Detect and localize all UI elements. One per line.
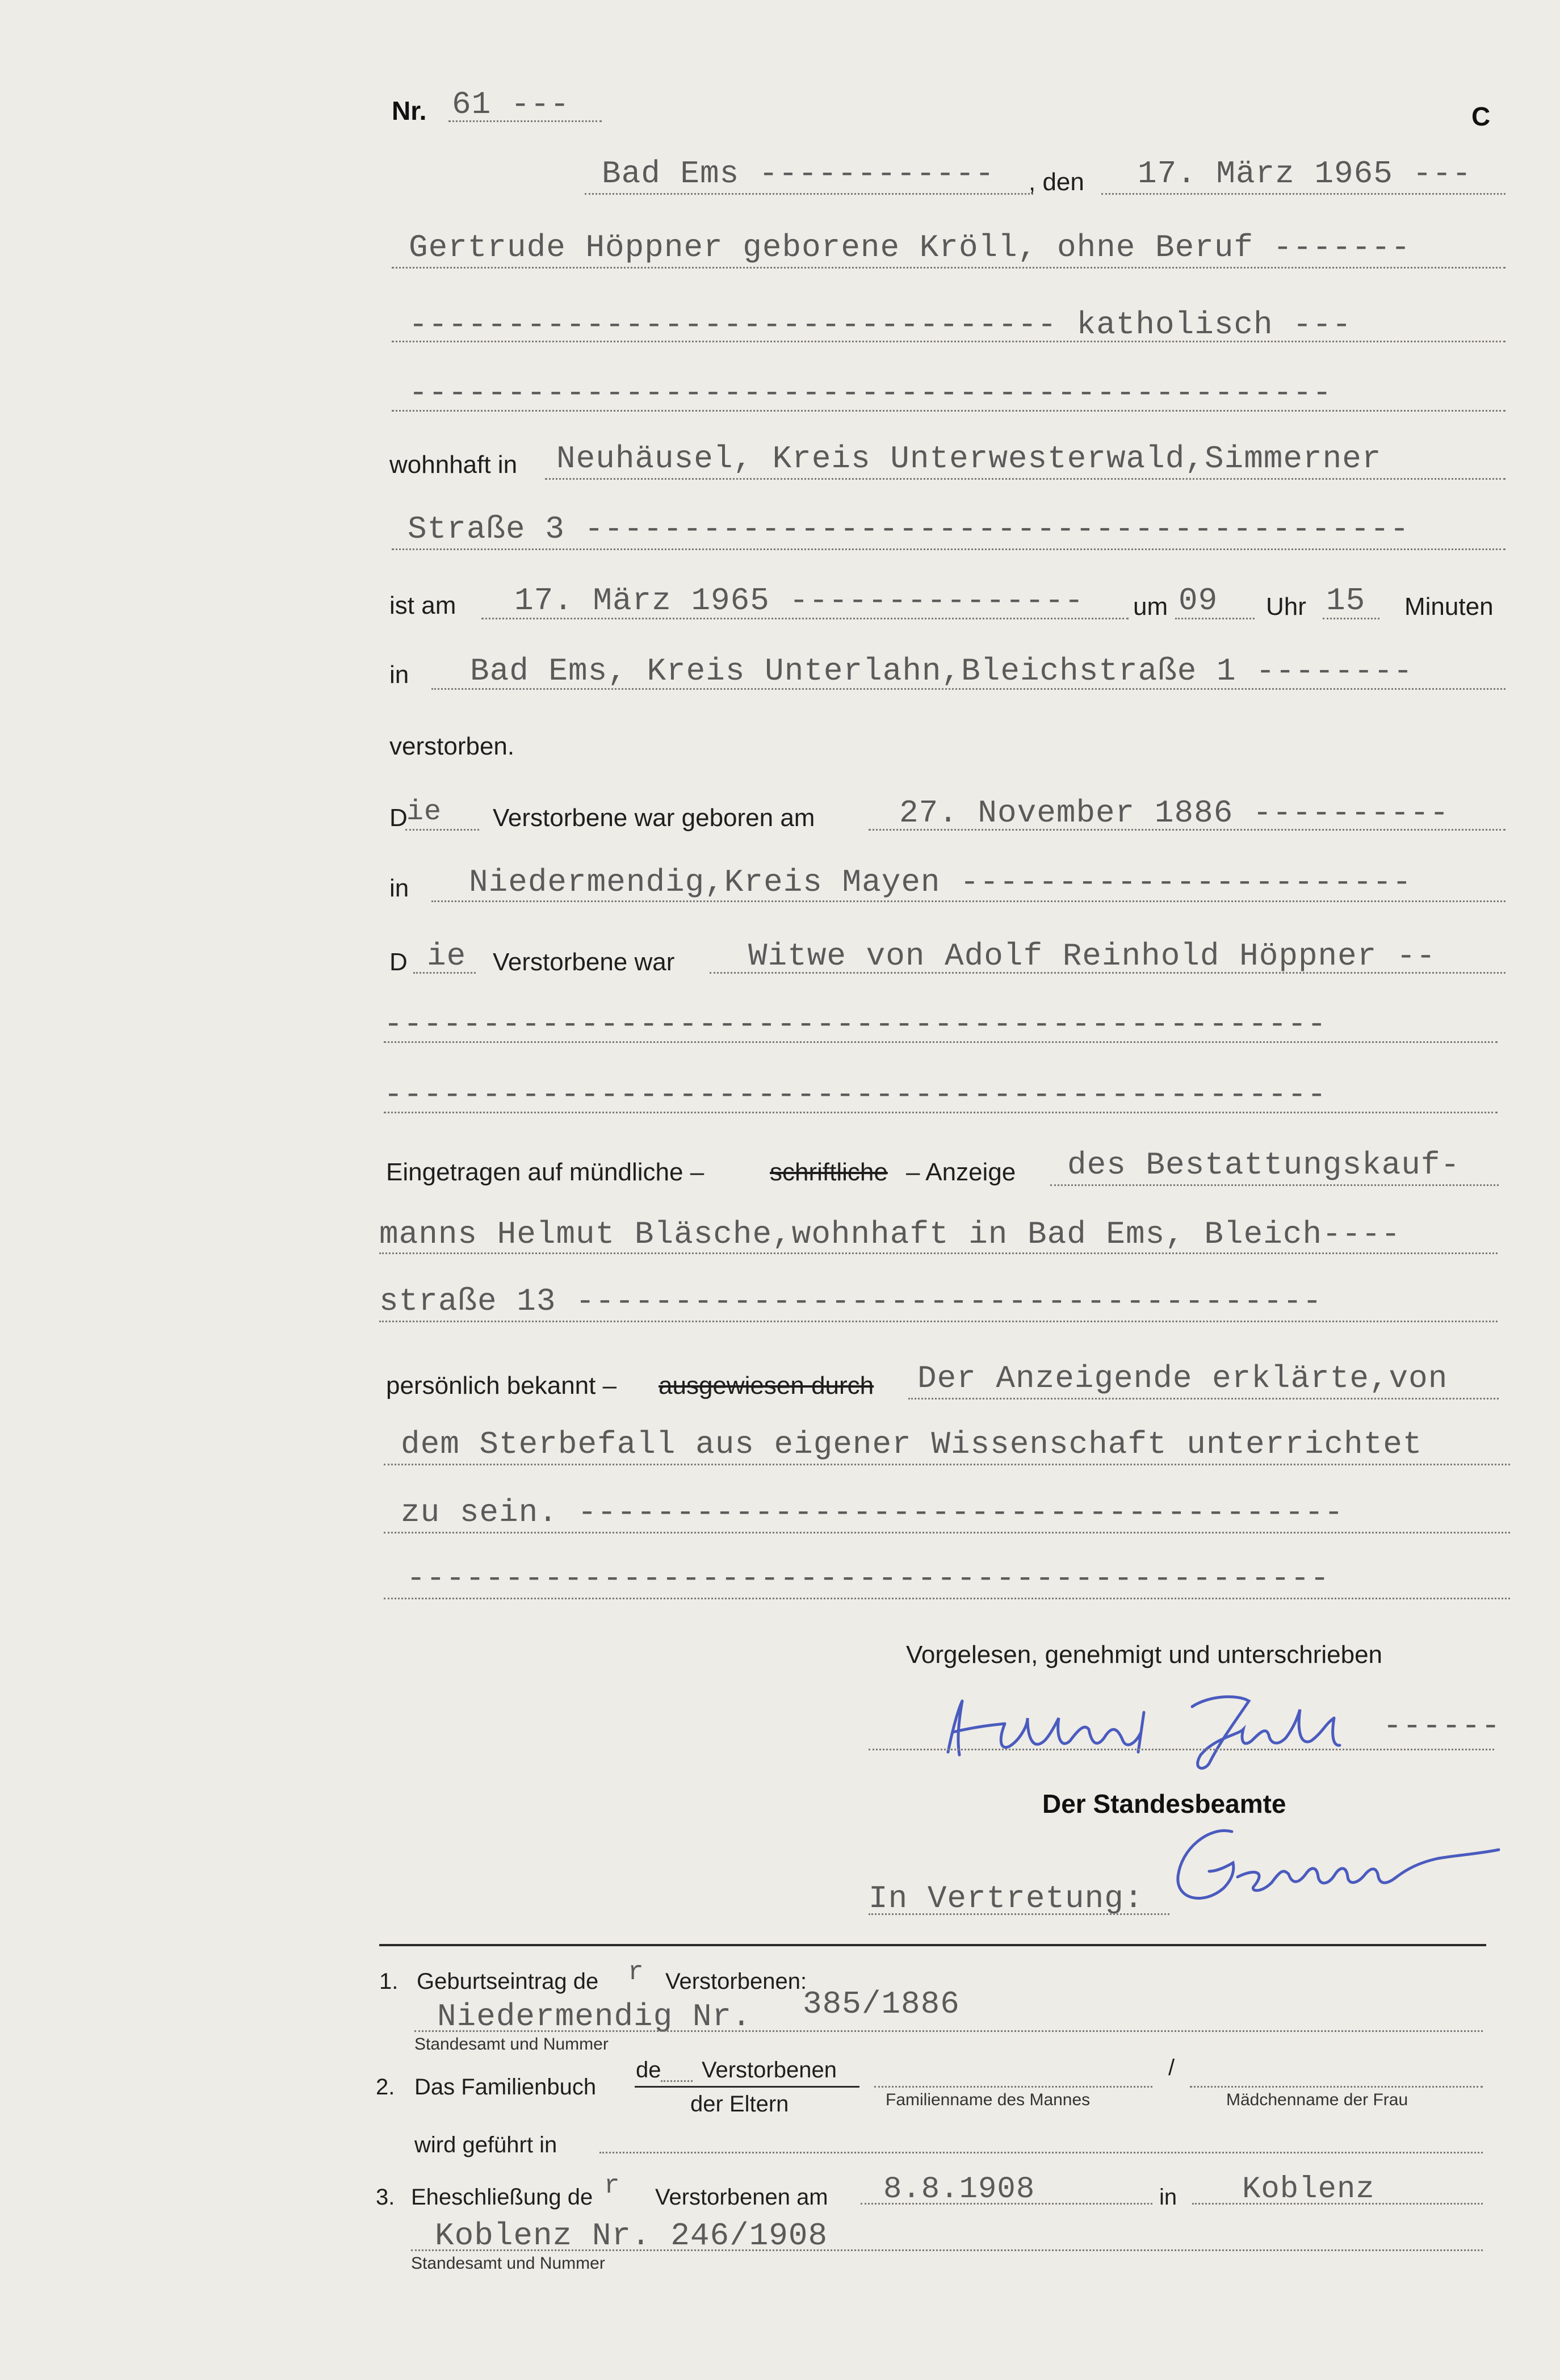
known-value-2: dem Sterbefall aus eigener Wissenschaft unterrichtet: [401, 1426, 1423, 1463]
residence-line-1: Neuhäusel, Kreis Unterwesterwald,Simmerner: [556, 441, 1382, 477]
birth-date-dotline: [869, 829, 1506, 831]
item2-de-dotline: [661, 2080, 693, 2082]
status-line-3: ------------------------------------------------: [384, 1076, 1327, 1113]
nr-label: Nr.: [392, 96, 427, 125]
status-d-dotline: [413, 972, 476, 974]
registration-label-end: – Anzeige: [906, 1158, 1016, 1186]
item1-standesamt-label: Standesamt und Nummer: [414, 2035, 609, 2054]
birth-date: 27. November 1886 ----------: [899, 795, 1449, 831]
uhr-label: Uhr: [1266, 593, 1306, 621]
item1-typed-suffix: r: [628, 1958, 644, 1987]
person-dotline-2: [392, 341, 1506, 342]
known-value-4: -----------------------------------------------: [406, 1560, 1330, 1597]
death-place: Bad Ems, Kreis Unterlahn,Bleichstraße 1 --------: [470, 653, 1414, 689]
status-dotline-3: [384, 1112, 1498, 1113]
informant-signature-dotline: [869, 1749, 1494, 1750]
known-label: persönlich bekannt –: [386, 1372, 617, 1399]
item3-value-dotline: [411, 2249, 1483, 2251]
item1-number: 1.: [379, 1969, 399, 1994]
place-dotline: [585, 193, 1033, 195]
status-d-prefix: D: [389, 948, 408, 976]
um-label: um: [1133, 593, 1168, 621]
death-in-label: in: [389, 661, 409, 689]
item2-label: Das Familienbuch: [414, 2075, 597, 2100]
birth-die-dotline: [405, 829, 479, 831]
in-vertretung-dotline: [869, 1913, 1169, 1915]
informant-dashes: ------: [1383, 1708, 1501, 1744]
known-value-1: Der Anzeigende erklärte,von: [917, 1360, 1448, 1397]
maedchenname-label: Mädchenname der Frau: [1226, 2090, 1408, 2109]
item1-label-a: Geburtseintrag de: [417, 1969, 599, 1994]
status-label: Verstorbene war: [493, 948, 675, 976]
nr-dotline: [448, 120, 602, 122]
item1-dotline: [414, 2030, 1483, 2032]
item3-label-a: Eheschließung de: [411, 2185, 593, 2210]
birth-label: Verstorbene war geboren am: [493, 804, 815, 832]
item1-value-place: Niedermendig Nr.: [437, 1998, 752, 2035]
death-place-dotline: [431, 688, 1506, 690]
place-value: Bad Ems ------------: [602, 156, 995, 192]
known-dotline-1: [908, 1398, 1499, 1399]
registration-label-struck: schriftliche: [770, 1158, 888, 1186]
person-dotline-3: [392, 410, 1506, 412]
item3-value: Koblenz Nr. 246/1908: [435, 2218, 828, 2254]
death-minutes: 15: [1326, 583, 1366, 619]
death-date-dotline: [481, 618, 1129, 619]
residence-line-2: Straße 3 ------------------------------------------: [408, 511, 1410, 547]
known-dotline-4: [384, 1598, 1510, 1599]
minutes-dotline: [1323, 618, 1379, 619]
item1-label-b: Verstorbenen:: [665, 1969, 807, 1994]
read-approved-label: Vorgelesen, genehmigt und unterschrieben: [906, 1641, 1383, 1669]
item3-standesamt-label: Standesamt und Nummer: [411, 2254, 605, 2273]
item2-verstorbenen: Verstorbenen: [702, 2058, 837, 2082]
item2-number: 2.: [376, 2075, 395, 2100]
status-dotline-2: [384, 1041, 1498, 1043]
date-value: 17. März 1965 ---: [1138, 156, 1472, 192]
item3-in-label: in: [1159, 2185, 1177, 2210]
known-dotline-3: [384, 1532, 1510, 1533]
familienname-dotline: [874, 2086, 1152, 2088]
birth-die-suffix: ie: [406, 796, 442, 828]
known-dotline-2: [384, 1464, 1510, 1465]
registrar-title: Der Standesbeamte: [1042, 1789, 1286, 1818]
item3-number: 3.: [376, 2185, 395, 2210]
registrar-signature-image: [1169, 1815, 1510, 1917]
ist-am-label: ist am: [389, 592, 456, 619]
hour-dotline: [1175, 618, 1255, 619]
item2-fraction-bar: [635, 2086, 859, 2088]
registration-value-1: des Bestattungskauf-: [1067, 1147, 1461, 1183]
birth-place-dotline: [431, 900, 1506, 902]
den-label: , den: [1029, 168, 1084, 196]
birth-place: Niedermendig,Kreis Mayen -----------------------: [469, 864, 1412, 900]
status-d-suffix: ie: [427, 938, 467, 974]
death-hour: 09: [1179, 583, 1218, 619]
item3-date-dotline: [861, 2203, 1152, 2205]
known-label-struck: ausgewiesen durch: [659, 1372, 874, 1399]
registration-dotline-3: [379, 1321, 1498, 1322]
verstorben-label: verstorben.: [389, 732, 515, 760]
registration-label-start: Eingetragen auf mündliche –: [386, 1158, 704, 1186]
registration-dotline-2: [379, 1252, 1498, 1254]
item3-place-dotline: [1192, 2203, 1483, 2205]
item1-value-number: 385/1886: [803, 1986, 960, 2022]
nr-value: 61 ---: [452, 86, 570, 123]
person-dotline-1: [392, 267, 1506, 269]
footer-separator: [379, 1944, 1486, 1946]
item2-de: de: [636, 2058, 661, 2082]
item2-slash: /: [1168, 2055, 1175, 2080]
death-date: 17. März 1965 ---------------: [514, 583, 1084, 619]
maedchenname-dotline: [1190, 2086, 1483, 2088]
in-vertretung-label: In Vertretung:: [869, 1880, 1144, 1917]
informant-signature-image: [942, 1684, 1362, 1775]
item3-label-b: Verstorbenen am: [655, 2185, 828, 2210]
residence-dotline-2: [392, 548, 1506, 550]
person-line-1: Gertrude Höppner geborene Kröll, ohne Beruf -------: [409, 229, 1411, 266]
familienname-label: Familienname des Mannes: [886, 2090, 1091, 2109]
wird-gefuehrt-dotline: [599, 2152, 1483, 2153]
person-line-3: -----------------------------------------------: [409, 375, 1332, 411]
item3-typed-suffix: r: [604, 2171, 620, 2201]
item3-date: 8.8.1908: [883, 2172, 1035, 2207]
corner-letter: C: [1471, 102, 1491, 131]
minuten-label: Minuten: [1404, 593, 1494, 621]
date-dotline: [1101, 193, 1506, 195]
status-dotline-1: [710, 972, 1506, 974]
registration-value-2: manns Helmut Bläsche,wohnhaft in Bad Ems, Bleich----: [379, 1216, 1401, 1252]
status-line-2: ------------------------------------------------: [384, 1006, 1327, 1042]
item3-place: Koblenz: [1242, 2172, 1375, 2207]
wohnhaft-label: wohnhaft in: [389, 451, 518, 479]
person-line-2: --------------------------------- katholisch ---: [409, 307, 1352, 343]
wird-gefuehrt-label: wird geführt in: [414, 2132, 557, 2157]
known-value-3: zu sein. ---------------------------------------: [401, 1494, 1344, 1531]
birth-d-prefix: D: [389, 804, 408, 832]
item2-eltern: der Eltern: [690, 2092, 789, 2117]
registration-value-3: straße 13 --------------------------------------: [379, 1283, 1323, 1319]
registration-dotline-1: [1050, 1184, 1499, 1186]
status-value: Witwe von Adolf Reinhold Höppner --: [748, 938, 1436, 974]
residence-dotline-1: [545, 478, 1506, 480]
birth-in-label: in: [389, 874, 409, 902]
